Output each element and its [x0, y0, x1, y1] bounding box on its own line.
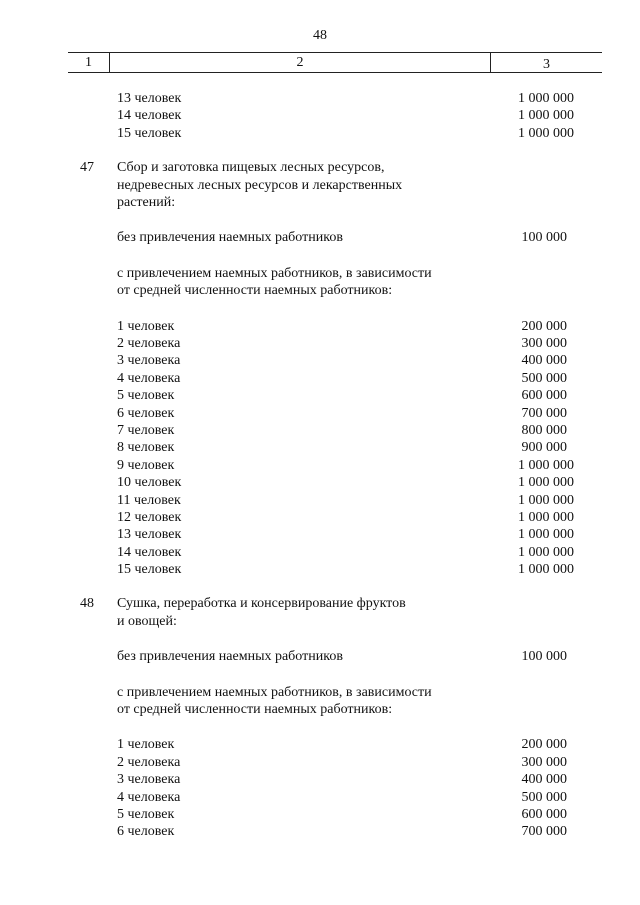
row-value: 500 000	[521, 370, 567, 386]
heading-line: от средней численности наемных работников:	[117, 283, 393, 299]
header-col-3: 3	[543, 57, 550, 72]
heading-line: с привлечением наемных работников, в зависимости	[117, 265, 432, 281]
row-value: 700 000	[521, 405, 567, 421]
row-label: 4 человека	[117, 370, 181, 386]
table-row	[0, 736, 640, 753]
table-row	[0, 561, 640, 578]
table-row	[0, 107, 640, 124]
table-row	[0, 352, 640, 369]
table-row	[0, 335, 640, 352]
row-value: 1 000 000	[518, 544, 574, 560]
heading-line: от средней численности наемных работников:	[117, 702, 393, 718]
row-value: 1 000 000	[518, 91, 574, 106]
table-row	[0, 771, 640, 788]
title-line: и овощей:	[117, 613, 177, 629]
table-row	[0, 492, 640, 509]
section-number: 48	[80, 596, 94, 612]
row-value: 100 000	[521, 649, 567, 665]
row-value: 400 000	[521, 353, 567, 369]
with-workers-heading	[117, 265, 477, 300]
row-value: 1 000 000	[518, 108, 574, 124]
row-label: 13 человек	[117, 527, 182, 543]
table-row	[0, 370, 640, 387]
row-label: 12 человек	[117, 509, 182, 525]
row-value: 200 000	[521, 737, 567, 753]
heading-line: с привлечением наемных работников, в зависимости	[117, 684, 432, 700]
row-value: 200 000	[521, 318, 567, 334]
row-value: 800 000	[521, 422, 567, 438]
table-row	[0, 526, 640, 543]
section-title	[117, 595, 477, 630]
table-row	[0, 823, 640, 840]
row-value: 300 000	[521, 335, 567, 351]
row-label: 1 человек	[117, 737, 175, 753]
title-line: Сбор и заготовка пищевых лесных ресурсов,	[117, 160, 385, 176]
table-header	[68, 52, 602, 73]
row-value: 1 000 000	[518, 509, 574, 525]
row-value: 400 000	[521, 772, 567, 788]
workers-rows	[0, 318, 640, 579]
row-value: 300 000	[521, 754, 567, 770]
row-value: 700 000	[521, 824, 567, 840]
title-line: растений:	[117, 194, 176, 210]
row-value: 1 000 000	[518, 492, 574, 508]
header-col-2: 2	[110, 53, 491, 72]
page-number: 48	[313, 28, 327, 43]
section-47	[0, 159, 640, 578]
table-row	[0, 387, 640, 404]
table-row	[0, 439, 640, 456]
row-value: 1 000 000	[518, 527, 574, 543]
table-row	[0, 422, 640, 439]
row-value: 1 000 000	[518, 125, 574, 141]
table-row	[0, 544, 640, 561]
section-title	[117, 159, 477, 211]
header-col-1: 1	[68, 53, 110, 72]
row-label: 15 человек	[117, 562, 182, 578]
table-row	[0, 405, 640, 422]
row-value: 600 000	[521, 807, 567, 823]
row-value: 1 000 000	[518, 457, 574, 473]
row-label: 2 человека	[117, 754, 181, 770]
table-row	[0, 754, 640, 771]
row-label: без привлечения наемных работников	[117, 649, 343, 665]
table-row	[0, 806, 640, 823]
continued-rows	[0, 90, 640, 142]
row-label: 7 человек	[117, 422, 175, 438]
row-value: 500 000	[521, 789, 567, 805]
no-workers-row	[0, 229, 640, 246]
row-value: 1 000 000	[518, 475, 574, 491]
section-48	[0, 595, 640, 840]
header-col-3-underline	[491, 72, 602, 73]
row-label: без привлечения наемных работников	[117, 230, 343, 246]
title-line: Сушка, переработка и консервирование фруктов	[117, 596, 406, 612]
no-workers-row	[0, 648, 640, 665]
row-label: 5 человек	[117, 388, 175, 404]
row-label: 6 человек	[117, 824, 175, 840]
document-body	[0, 90, 640, 841]
table-row	[0, 509, 640, 526]
row-label: 13 человек	[117, 91, 182, 106]
row-label: 15 человек	[117, 125, 182, 141]
table-row	[0, 318, 640, 335]
section-number: 47	[80, 160, 94, 176]
row-value: 900 000	[521, 440, 567, 456]
row-label: 9 человек	[117, 457, 175, 473]
row-label: 14 человек	[117, 544, 182, 560]
row-label: 3 человека	[117, 772, 181, 788]
table-row	[0, 125, 640, 142]
row-label: 11 человек	[117, 492, 181, 508]
workers-rows	[0, 736, 640, 840]
row-value: 1 000 000	[518, 562, 574, 578]
title-line: недревесных лесных ресурсов и лекарственных	[117, 177, 403, 193]
row-label: 2 человека	[117, 335, 181, 351]
row-label: 1 человек	[117, 318, 175, 334]
with-workers-heading	[117, 684, 477, 719]
table-row	[0, 789, 640, 806]
row-label: 5 человек	[117, 807, 175, 823]
row-value: 600 000	[521, 388, 567, 404]
row-label: 4 человека	[117, 789, 181, 805]
table-row	[0, 90, 640, 107]
table-row	[0, 457, 640, 474]
row-label: 6 человек	[117, 405, 175, 421]
row-label: 3 человека	[117, 353, 181, 369]
table-row	[0, 474, 640, 491]
row-label: 14 человек	[117, 108, 182, 124]
row-label: 8 человек	[117, 440, 175, 456]
row-value: 100 000	[521, 230, 567, 246]
row-label: 10 человек	[117, 475, 182, 491]
